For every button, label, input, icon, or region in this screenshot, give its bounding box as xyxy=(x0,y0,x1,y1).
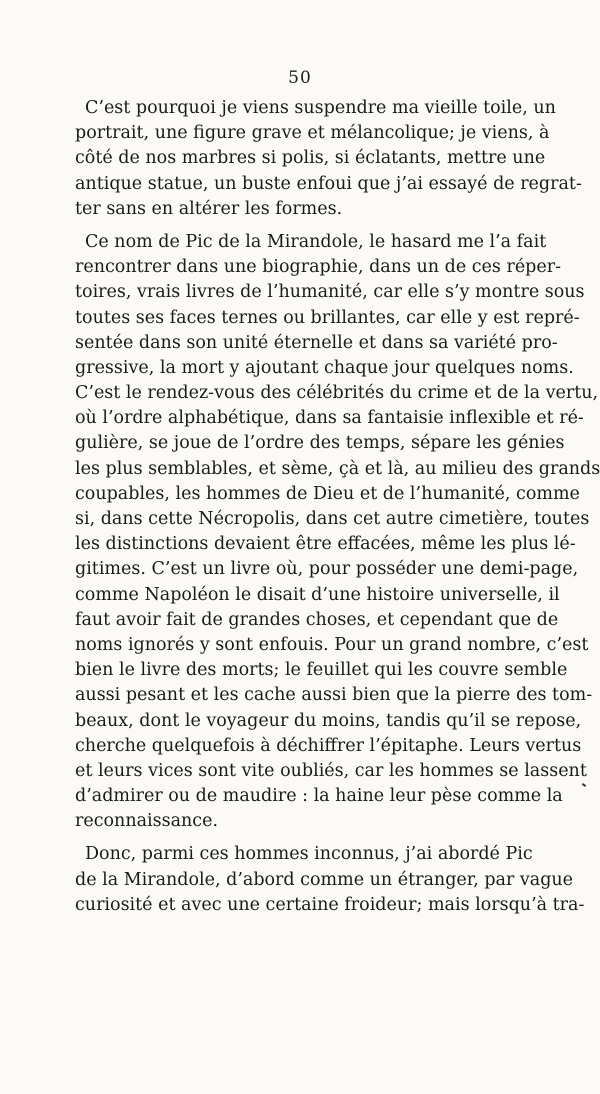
text-line: faut avoir fait de grandes choses, et cependant que de xyxy=(75,609,559,630)
text-line: Ce nom de Pic de la Mirandole, le hasard me l’a fait xyxy=(85,231,547,252)
text-line: gitimes. C’est un livre où, pour posséder une demi-page, xyxy=(75,559,579,580)
text-line: C’est le rendez-vous des célébrités du crime et de la vertu, xyxy=(75,383,599,404)
ink-speck xyxy=(582,783,586,787)
text-line: d’admirer ou de maudire : la haine leur pèse comme la xyxy=(75,786,563,807)
text-line: aussi pesant et les cache aussi bien que la pierre des tom- xyxy=(75,685,593,706)
text-line: cherche quelquefois à déchiffrer l’épitaphe. Leurs vertus xyxy=(75,735,582,756)
text-line: rencontrer dans une biographie, dans un de ces réper- xyxy=(75,257,562,278)
text-line: coupables, les hommes de Dieu et de l’humanité, comme xyxy=(75,483,580,504)
text-line: gressive, la mort y ajoutant chaque jour quelques noms. xyxy=(75,357,574,378)
text-line: beaux, dont le voyageur du moins, tandis qu’il se repose, xyxy=(75,710,582,731)
text-line: bien le livre des morts; le feuillet qui les couvre semble xyxy=(75,660,568,681)
text-line: comme Napoléon le disait d’une histoire universelle, il xyxy=(75,584,560,605)
text-line: antique statue, un buste enfoui que j’ai essayé de regrat- xyxy=(75,173,582,194)
text-line: où l’ordre alphabétique, dans sa fantaisie inflexible et ré- xyxy=(75,408,584,429)
text-line: curiosité et avec une certaine froideur; mais lorsqu’à tra- xyxy=(75,894,585,915)
text-line: C’est pourquoi je viens suspendre ma vieille toile, un xyxy=(85,98,556,118)
text-line: toutes ses faces ternes ou brillantes, car elle y est repré- xyxy=(75,307,580,328)
text-line: et leurs vices sont vite oubliés, car les hommes se lassent xyxy=(75,760,587,781)
text-line: reconnaissance. xyxy=(75,811,219,832)
text-line: ter sans en altérer les formes. xyxy=(75,198,343,219)
page-number: 50 xyxy=(288,68,312,88)
text-line: les plus semblables, et sème, çà et là, au milieu des grands xyxy=(75,458,600,479)
text-line: gulière, se joue de l’ordre des temps, sépare les génies xyxy=(75,433,565,454)
text-line: Donc, parmi ces hommes inconnus, j’ai abordé Pic xyxy=(85,844,533,865)
text-line: noms ignorés y sont enfouis. Pour un grand nombre, c’est xyxy=(75,634,589,655)
text-line: les distinctions devaient être effacées, même les plus lé- xyxy=(75,534,576,555)
text-line: toires, vrais livres de l’humanité, car elle s’y montre sous xyxy=(75,282,585,303)
text-line: portrait, une figure grave et mélancolique; je viens, à xyxy=(75,123,550,144)
text-line: sentée dans son unité éternelle et dans sa variété pro- xyxy=(75,332,558,353)
text-line: de la Mirandole, d’abord comme un étranger, par vague xyxy=(75,869,574,890)
body-text xyxy=(75,96,600,926)
paragraph-1 xyxy=(75,96,582,222)
text-line: si, dans cette Nécropolis, dans cet autre cimetière, toutes xyxy=(75,509,590,529)
paragraph-3 xyxy=(75,842,585,918)
text-line: côté de nos marbres si polis, si éclatants, mettre une xyxy=(75,148,546,169)
paragraph-2 xyxy=(75,230,600,835)
